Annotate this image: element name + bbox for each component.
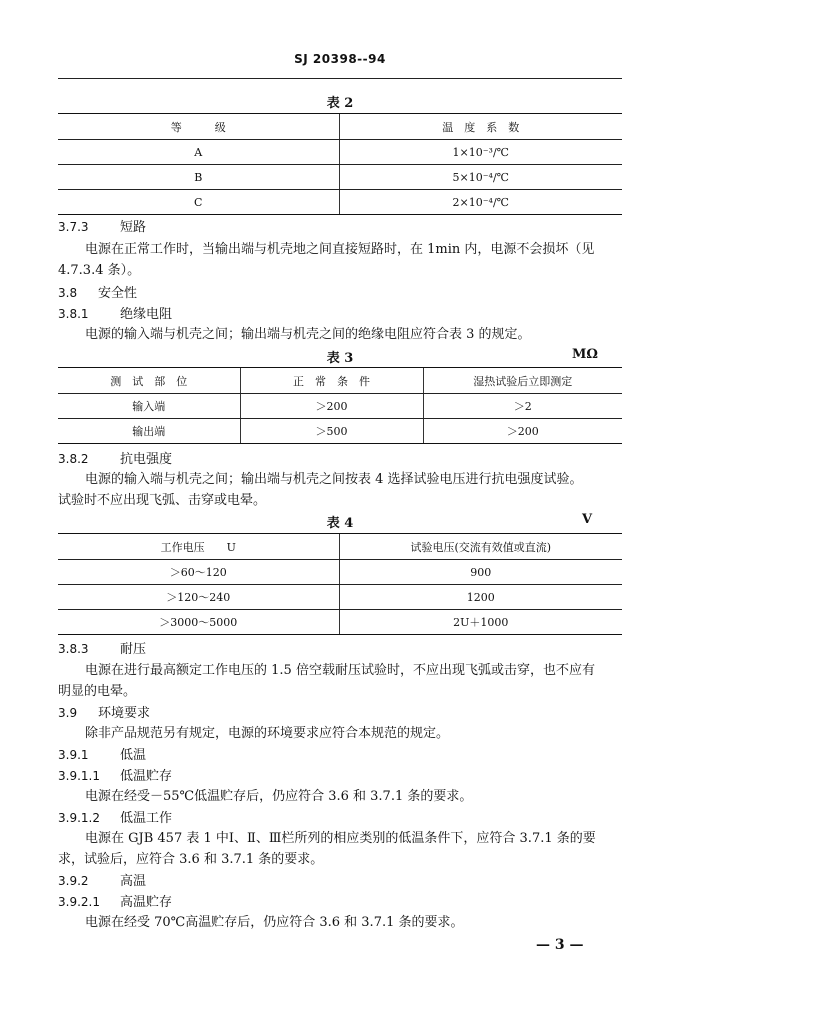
section-heading [58, 449, 626, 470]
table2 [58, 113, 622, 215]
table4-cell: ＞60～120 [58, 560, 339, 585]
section-title: 高温贮存 [120, 895, 173, 910]
table-row [58, 140, 622, 165]
table2-caption: 表 2 [326, 96, 354, 111]
table2-cell: B [58, 165, 339, 190]
section-number: 3.9.1.2 [58, 811, 100, 825]
table3-cell: ＞500 [240, 419, 423, 444]
table-row [58, 165, 622, 190]
section-heading [58, 639, 626, 660]
table4-cell: 1200 [339, 585, 622, 610]
table4-header-row [58, 534, 622, 560]
section-number: 3.8.1 [58, 307, 89, 321]
table3-header-normal: 正 常 条 件 [240, 368, 423, 394]
paragraph-line: 明显的电晕。 [58, 684, 137, 699]
table2-cell: C [58, 190, 339, 215]
table2-header-row [58, 114, 622, 140]
header-rule [58, 78, 622, 79]
table-row [58, 610, 622, 635]
section-heading [58, 304, 626, 325]
standard-code-header: SJ 20398--94 [294, 52, 386, 66]
section-title: 短路 [120, 220, 147, 235]
paragraph-line: 电源的输入端与机壳之间；输出端与机壳之间的绝缘电阻应符合表 3 的规定。 [85, 327, 531, 342]
paragraph-line: 4.7.3.4 条）。 [58, 263, 141, 278]
table2-header-temp-coeff: 温 度 系 数 [339, 114, 622, 140]
paragraph-line: 电源在经受 70℃高温贮存后，仍应符合 3.6 和 3.7.1 条的要求。 [85, 915, 464, 930]
section-number: 3.8.2 [58, 452, 89, 466]
paragraph-line: 电源的输入端与机壳之间；输出端与机壳之间按表 4 选择试验电压进行抗电强度试验。 [85, 472, 583, 487]
table3-header-row [58, 368, 622, 394]
paragraph-line: 求，试验后，应符合 3.6 和 3.7.1 条的要求。 [58, 852, 324, 867]
section-number: 3.9.2 [58, 874, 89, 888]
section-number: 3.9.2.1 [58, 895, 100, 909]
section-title: 抗电强度 [120, 452, 173, 467]
section-title: 高温 [120, 874, 147, 889]
section-title: 低温工作 [120, 811, 173, 826]
table4-cell: ＞120～240 [58, 585, 339, 610]
paragraph-line: 电源在经受－55℃低温贮存后，仍应符合 3.6 和 3.7.1 条的要求。 [85, 789, 473, 804]
section-title: 低温 [120, 748, 147, 763]
paragraph-line: 电源在正常工作时，当输出端与机壳地之间直接短路时，在 1min 内，电源不会损坏（见 [85, 242, 595, 257]
table-row [58, 190, 622, 215]
section-heading [58, 766, 626, 787]
table3-caption: 表 3 [326, 351, 354, 366]
paragraph-line: 电源在 GJB 457 表 1 中Ⅰ、Ⅱ、Ⅲ栏所列的相应类别的低温条件下，应符合 3.7.1 条的要 [85, 831, 596, 846]
section-title: 低温贮存 [120, 769, 173, 784]
section-title: 安全性 [98, 286, 138, 301]
section-title: 耐压 [120, 642, 147, 657]
table-row [58, 585, 622, 610]
table3-header-damp-heat: 湿热试验后立即测定 [423, 368, 622, 394]
section-heading [58, 892, 626, 913]
section-heading [58, 871, 626, 892]
table-row [58, 419, 622, 444]
table4-cell: 2U＋1000 [339, 610, 622, 635]
paragraph-line: 试验时不应出现飞弧、击穿或电晕。 [58, 493, 267, 508]
table2-cell: 5×10⁻⁴/℃ [339, 165, 622, 190]
section-heading [58, 283, 626, 304]
table2-cell: A [58, 140, 339, 165]
table3-cell: ＞200 [423, 419, 622, 444]
section-heading [58, 217, 626, 238]
table4-header-test-voltage: 试验电压(交流有效值或直流) [339, 534, 622, 560]
section-title: 环境要求 [98, 706, 151, 721]
table2-cell: 2×10⁻⁴/℃ [339, 190, 622, 215]
table3-cell: ＞2 [423, 394, 622, 419]
table2-cell: 1×10⁻³/℃ [339, 140, 622, 165]
paragraph-line: 除非产品规范另有规定，电源的环境要求应符合本规范的规定。 [85, 726, 450, 741]
table4-unit: V [582, 512, 593, 527]
table4 [58, 533, 622, 635]
table4-header-working-voltage: 工作电压 U [58, 534, 339, 560]
paragraph-line: 电源在进行最高额定工作电压的 1.5 倍空载耐压试验时，不应出现飞弧或击穿，也不应有 [85, 663, 595, 678]
table3-cell: 输出端 [58, 419, 240, 444]
section-number: 3.9.1.1 [58, 769, 100, 783]
table4-cell: ＞3000～5000 [58, 610, 339, 635]
table4-cell: 900 [339, 560, 622, 585]
section-title: 绝缘电阻 [120, 307, 173, 322]
table3-cell: ＞200 [240, 394, 423, 419]
page-number: — 3 — [536, 937, 584, 953]
section-number: 3.9 [58, 706, 78, 720]
section-number: 3.8 [58, 286, 78, 300]
section-heading [58, 745, 626, 766]
table-row [58, 394, 622, 419]
table3-header-location: 测 试 部 位 [58, 368, 240, 394]
section-heading [58, 808, 626, 829]
table2-header-grade: 等 级 [58, 114, 339, 140]
table4-caption: 表 4 [326, 516, 354, 531]
table-row [58, 560, 622, 585]
section-number: 3.9.1 [58, 748, 89, 762]
table3 [58, 367, 622, 444]
section-number: 3.7.3 [58, 220, 89, 234]
table3-unit: MΩ [572, 347, 598, 362]
section-number: 3.8.3 [58, 642, 89, 656]
table3-cell: 输入端 [58, 394, 240, 419]
section-heading [58, 703, 626, 724]
